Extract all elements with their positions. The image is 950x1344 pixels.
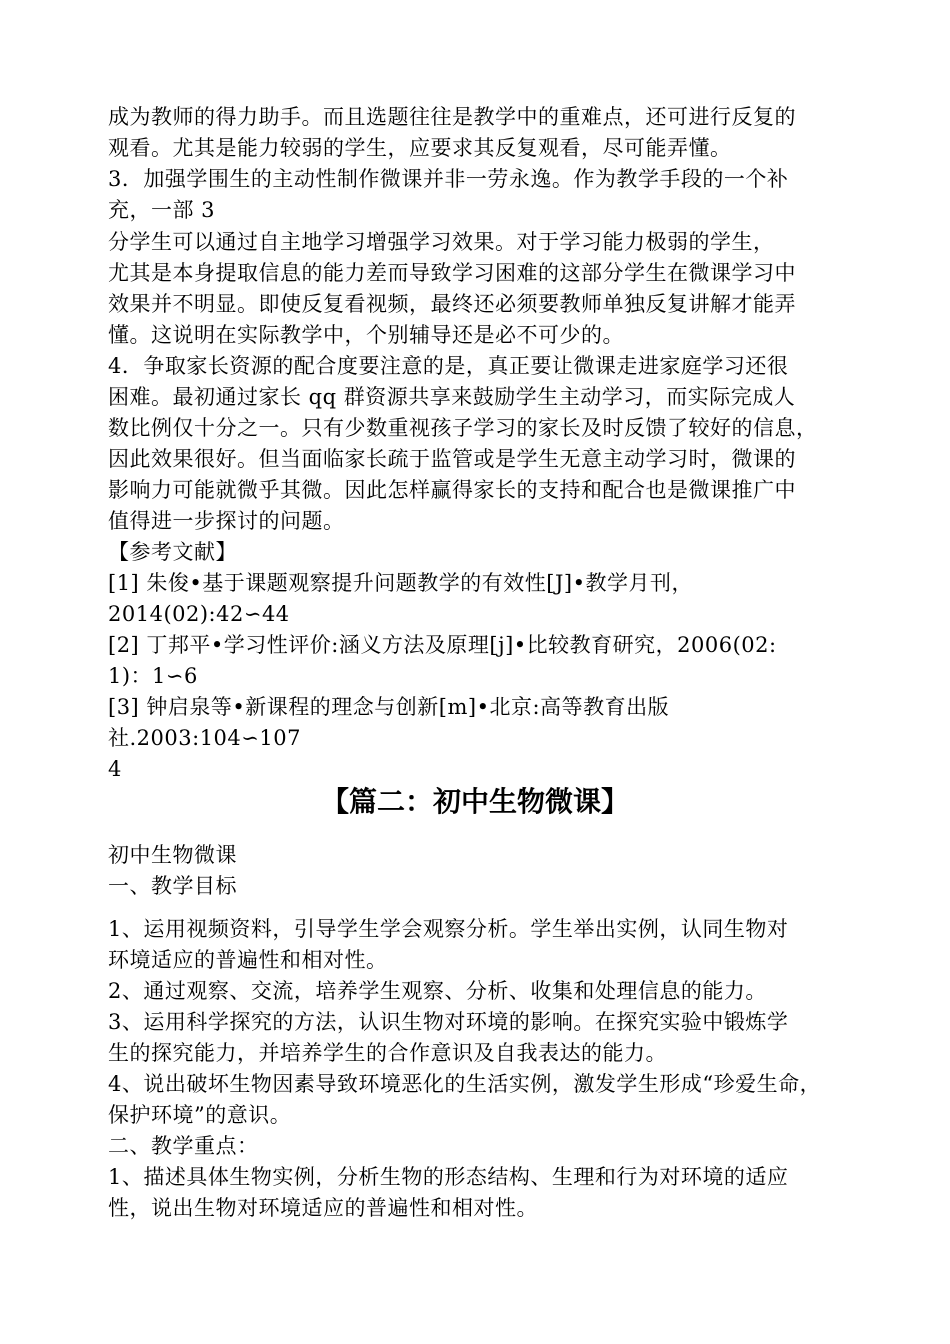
text-line: 分学生可以通过自主地学习增强学习效果。对于学习能力极弱的学生， — [108, 230, 775, 254]
page-number: 4 — [108, 757, 122, 781]
text-line: 值得进一步探讨的问题。 — [108, 509, 345, 533]
reference-item: 社.2003:104∽107 — [108, 726, 301, 750]
section-title: 【篇二：初中生物微课】 — [320, 785, 629, 818]
text-line: 懂。这说明在实际教学中，个别辅导还是必不可少的。 — [108, 323, 624, 347]
text-line: 4．争取家长资源的配合度要注意的是，真正要让微课走进家庭学习还很 — [108, 354, 789, 378]
text-line: 4、说出破坏生物因素导致环境恶化的生活实例，激发学生形成“珍爱生命， — [108, 1072, 822, 1096]
text-line: 因此效果很好。但当面临家长疏于监管或是学生无意主动学习时，微课的 — [108, 447, 796, 471]
text-line: 尤其是本身提取信息的能力差而导致学习困难的这部分学生在微课学习中 — [108, 261, 796, 285]
reference-item: [3] 钟启泉等•新课程的理念与创新[m]•北京:高等教育出版 — [108, 695, 670, 719]
reference-item: 2014(02):42∽44 — [108, 602, 290, 626]
text-line: 性，说出生物对环境适应的普遍性和相对性。 — [108, 1196, 538, 1220]
text-line: 生的探究能力，并培养学生的合作意识及自我表达的能力。 — [108, 1041, 667, 1065]
reference-item: 1)：1∽6 — [108, 664, 198, 688]
text-line: 困难。最初通过家长 qq 群资源共享来鼓励学生主动学习，而实际完成人 — [108, 385, 796, 409]
reference-item: [2] 丁邦平•学习性评价:涵义方法及原理[j]•比较教育研究，2006(02: — [108, 633, 777, 657]
text-line: 充，一部 3 — [108, 198, 216, 222]
text-line: 1、描述具体生物实例，分析生物的形态结构、生理和行为对环境的适应 — [108, 1165, 789, 1189]
text-line: 效果并不明显。即使反复看视频，最终还必须要教师单独反复讲解才能弄 — [108, 292, 796, 316]
subsection-title: 初中生物微课 — [108, 843, 237, 867]
text-line: 3、运用科学探究的方法，认识生物对环境的影响。在探究实验中锻炼学 — [108, 1010, 789, 1034]
text-line: 观看。尤其是能力较弱的学生，应要求其反复观看，尽可能弄懂。 — [108, 136, 732, 160]
text-line: 2、通过观察、交流，培养学生观察、分析、收集和处理信息的能力。 — [108, 979, 767, 1003]
reference-item: [1] 朱俊•基于课题观察提升问题教学的有效性[J]•教学月刊， — [108, 571, 693, 595]
text-line: 3．加强学围生的主动性制作微课并非一劳永逸。作为教学手段的一个补 — [108, 167, 789, 191]
references-heading: 【参考文献】 — [108, 540, 237, 564]
text-line: 环境适应的普遍性和相对性。 — [108, 948, 388, 972]
text-line: 影响力可能就微乎其微。因此怎样赢得家长的支持和配合也是微课推广中 — [108, 478, 796, 502]
text-line: 1、运用视频资料，引导学生学会观察分析。学生举出实例，认同生物对 — [108, 917, 789, 941]
text-line: 数比例仅十分之一。只有少数重视孩子学习的家长及时反馈了较好的信息， — [108, 416, 818, 440]
text-line: 成为教师的得力助手。而且选题往往是教学中的重难点，还可进行反复的 — [108, 105, 796, 129]
subsection-heading: 二、教学重点： — [108, 1134, 259, 1158]
text-line: 保护环境”的意识。 — [108, 1103, 292, 1127]
subsection-heading: 一、教学目标 — [108, 874, 237, 898]
